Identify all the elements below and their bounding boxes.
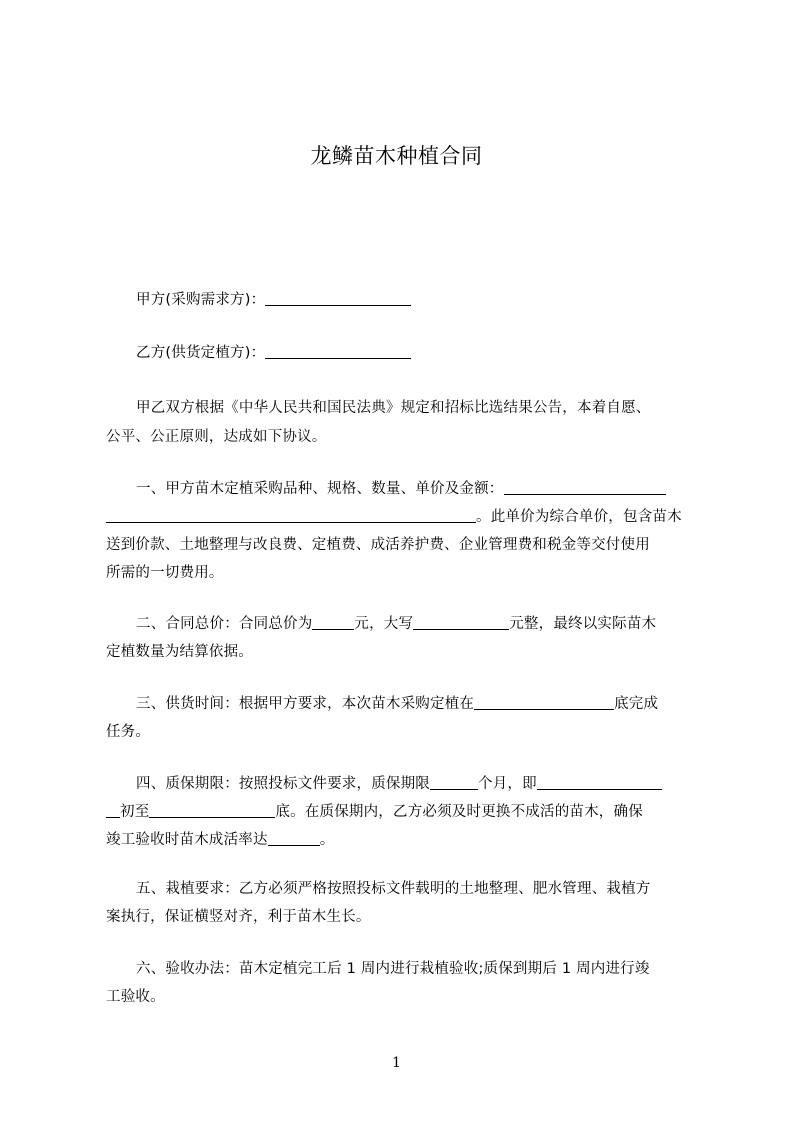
section-1-blank-b: [106, 507, 476, 523]
section-4-text-c: 初至: [120, 804, 150, 820]
section-1-line-4: 所需的一切费用。: [106, 565, 224, 581]
party-b-label: 乙方(供货定植方)：: [136, 345, 266, 361]
section-1-text-2: 。此单价为综合单价，包含苗木: [476, 509, 682, 525]
section-2-line-2: 定植数量为结算依据。: [106, 644, 253, 660]
total-price-blank: [312, 614, 354, 630]
party-a-blank: [265, 290, 411, 306]
section-1-line-3: 送到价款、土地整理与改良费、定植费、成活养护费、企业管理费和税金等交付使用: [106, 537, 650, 553]
intro-line-1: 甲乙双方根据《中华人民共和国民法典》规定和招标比选结果公告，本着自愿、: [136, 400, 651, 416]
section-4-text-e: 竣工验收时苗木成活率达: [106, 832, 268, 848]
warranty-end-blank: [149, 802, 275, 818]
section-5-line-1: 五、栽植要求：乙方必须严格按照投标文件载明的土地整理、肥水管理、栽植方: [136, 881, 651, 897]
section-4-line-2: [106, 798, 706, 827]
section-5-line-2: 案执行，保证横竖对齐，利于苗木生长。: [106, 909, 371, 925]
section-3-line-1: [106, 690, 736, 719]
party-b-blank: [265, 343, 411, 359]
section-4-line-3: [106, 826, 706, 855]
survival-rate-blank: [268, 830, 320, 846]
section-1-line-1: [106, 475, 736, 504]
section-4-text-b: 个月，即: [478, 776, 537, 792]
section-3-line-2: 任务。: [106, 724, 151, 740]
delivery-date-blank: [474, 694, 614, 710]
warranty-months-blank: [430, 774, 478, 790]
section-4-line-1: [106, 770, 736, 799]
intro-line-2: 公平、公正原则，达成如下协议。: [106, 429, 327, 445]
section-2-text-b: 元，大写: [354, 616, 414, 632]
party-a-line: [106, 286, 736, 315]
section-1-heading: 一、甲方苗木定植采购品种、规格、数量、单价及金额：: [136, 481, 504, 497]
section-4-text-f: 。: [319, 832, 335, 848]
section-4-text-d: 底。在质保期内，乙方必须及时更换不成活的苗木，确保: [275, 804, 643, 820]
section-6-line-2: 工验收。: [106, 989, 165, 1005]
section-3-text-a: 三、供货时间：根据甲方要求，本次苗木采购定植在: [136, 696, 475, 712]
section-2-text-c: 元整，最终以实际苗木: [509, 616, 657, 632]
section-4-text-a: 四、质保期限：按照投标文件要求，质保期限: [136, 776, 430, 792]
party-a-label: 甲方(采购需求方)：: [136, 292, 266, 308]
page-number: 1: [392, 1055, 401, 1071]
section-1-line-2: [106, 503, 706, 532]
document-title: 龙鳞苗木种植合同: [310, 144, 483, 168]
warranty-start-blank-a: [537, 774, 662, 790]
section-2-text-a: 二、合同总价：合同总价为: [136, 616, 313, 632]
total-price-words-blank: [413, 614, 509, 630]
warranty-start-blank-b: [106, 802, 120, 818]
section-2-line-1: [106, 610, 736, 639]
party-b-line: [106, 339, 736, 368]
section-1-blank-a: [504, 479, 666, 495]
section-6-line-1: 六、验收办法：苗木定植完工后 1 周内进行栽植验收;质保到期后 1 周内进行竣: [136, 961, 650, 977]
section-3-text-b: 底完成: [614, 696, 659, 712]
